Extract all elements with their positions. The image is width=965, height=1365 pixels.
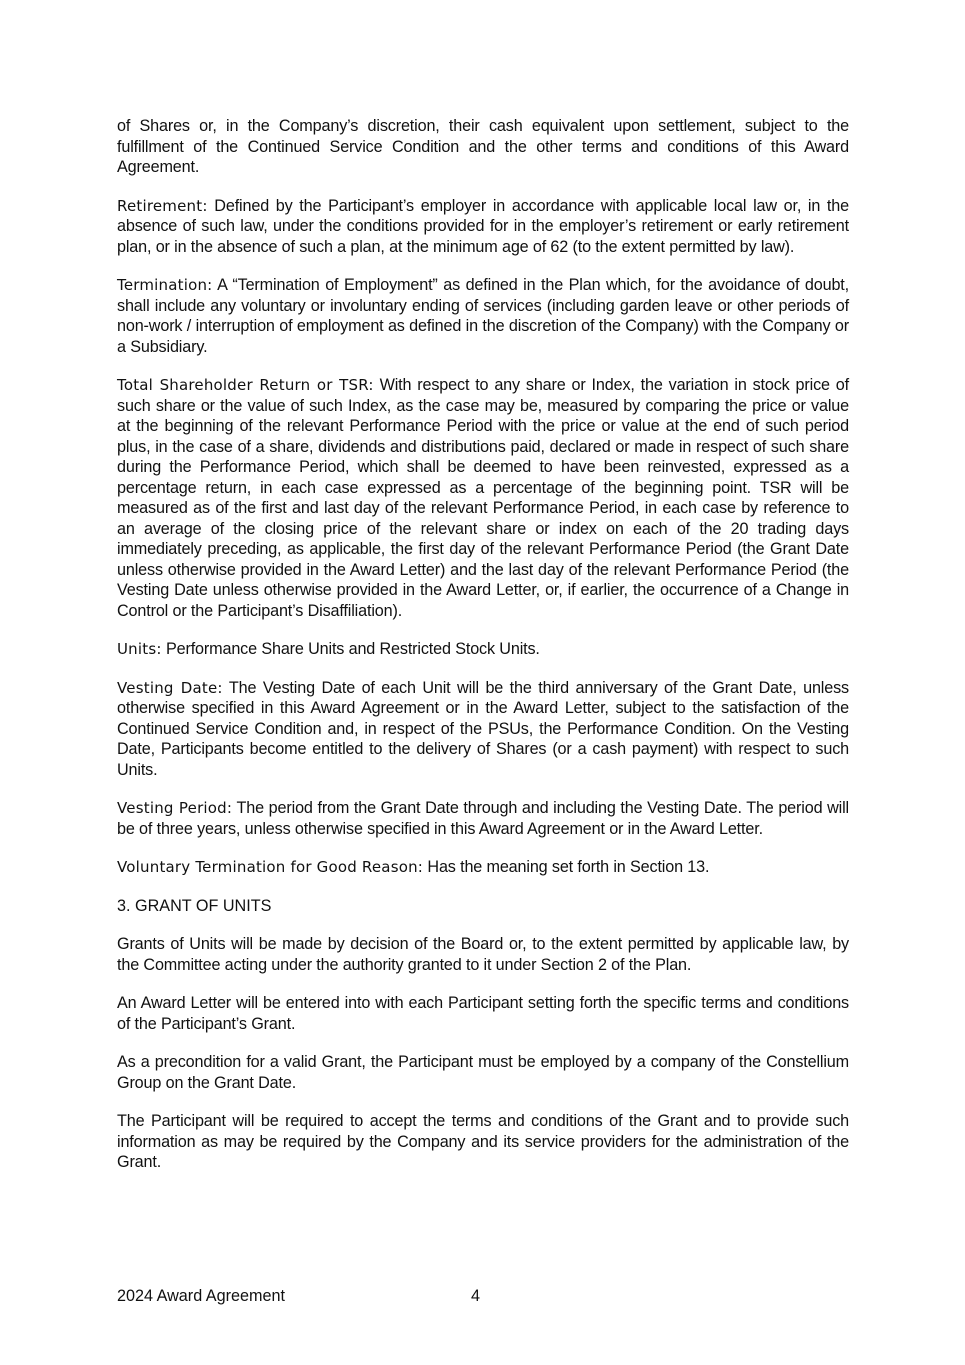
- definition-term: Units:: [117, 640, 162, 658]
- document-page: [117, 116, 849, 1191]
- definition-units: [117, 639, 849, 660]
- definition-text: A “Termination of Employment” as defined in the Plan which, for the avoidance of doubt, shall include any voluntary or involuntary ending of services (including garden leave or other periods of non-work / interruption of employment as defined in the discretion of the Company) with the Company or a Subsidiary.: [117, 276, 849, 356]
- definition-term: Retirement:: [117, 196, 208, 215]
- intro-continuation-paragraph: of Shares or, in the Company’s discretion, their cash equivalent upon settlement, subject to the fulfillment of the Continued Service Condition and the other terms and conditions of this Award Agreement.: [117, 117, 849, 176]
- page-number: 4: [471, 1287, 481, 1305]
- page-footer: [117, 1287, 481, 1306]
- definition-voluntary-termination: [117, 857, 849, 878]
- section-paragraph: An Award Letter will be entered into with each Participant setting forth the specific terms and conditions of the Participant’s Grant.: [117, 994, 849, 1033]
- definition-text: With respect to any share or Index, the variation in stock price of such share or the value of such Index, as the case may be, measured by comparing the price or value at the beginning of the relevant Performance Period with the price or value at the end of such period plus, in the case of a share, dividends and distributions paid, declared or made in respect of such share during the Performance Period, which shall be deemed to have been reinvested, expressed as a percentage return, in each case expressed as a percentage of the beginning point. TSR will be measured as of the first and last day of the relevant Performance Period, in each case by reference to an average of the closing price of the relevant share or index on each of the 20 trading days immediately preceding, as applicable, the first day of the relevant Performance Period (the Grant Date unless otherwise provided in the Award Letter) and the last day of the relevant Performance Period (the Vesting Date unless otherwise provided in the Award Letter, or, if earlier, the occurrence of a Change in Control or the Participant’s Disaffiliation).: [117, 376, 849, 620]
- definition-tsr: [117, 375, 849, 621]
- definition-text: Has the meaning set forth in Section 13.: [423, 858, 710, 876]
- definition-term: Termination:: [117, 276, 213, 294]
- definition-text: The period from the Grant Date through and including the Vesting Date. The period will be of three years, unless otherwise specified in this Award Agreement or in the Award Letter.: [117, 799, 849, 838]
- definition-text: Performance Share Units and Restricted Stock Units.: [161, 640, 540, 658]
- definition-termination: [117, 275, 849, 357]
- section-heading: 3. GRANT OF UNITS: [117, 896, 272, 915]
- definition-vesting-date: [117, 678, 849, 781]
- definition-term: Vesting Period:: [117, 799, 233, 817]
- footer-title: 2024 Award Agreement: [117, 1287, 285, 1305]
- definition-text: Defined by the Participant’s employer in accordance with applicable local law or, in the absence of such law, under the conditions provided for in the employer’s retirement or early retirement plan, or in the absence of such a plan, at the minimum age of 62 (to the extent permitted by law).: [117, 196, 849, 256]
- definition-retirement: [117, 196, 849, 258]
- definition-term: Vesting Date:: [117, 678, 223, 697]
- section-paragraph: As a precondition for a valid Grant, the Participant must be employed by a company of the Constellium Group on the Grant Date.: [117, 1053, 849, 1092]
- definition-term: Total Shareholder Return or TSR:: [117, 376, 374, 394]
- definition-text: The Vesting Date of each Unit will be the third anniversary of the Grant Date, unless otherwise specified in this Award Agreement or in the Award Letter, subject to the satisfaction of the Continued Service Condition and, in respect of the PSUs, the Performance Condition. On the Vesting Date, Participants become entitled to the delivery of Shares (or a cash payment) with respect to such Units.: [117, 678, 849, 779]
- definition-vesting-period: [117, 798, 849, 839]
- section-paragraph: The Participant will be required to accept the terms and conditions of the Grant and to provide such information as may be required by the Company and its service providers for the administration of the Grant.: [117, 1112, 849, 1171]
- definition-term: Voluntary Termination for Good Reason:: [117, 858, 424, 876]
- section-paragraph: Grants of Units will be made by decision of the Board or, to the extent permitted by applicable law, by the Committee acting under the authority granted to it under Section 2 of the Plan.: [117, 935, 849, 974]
